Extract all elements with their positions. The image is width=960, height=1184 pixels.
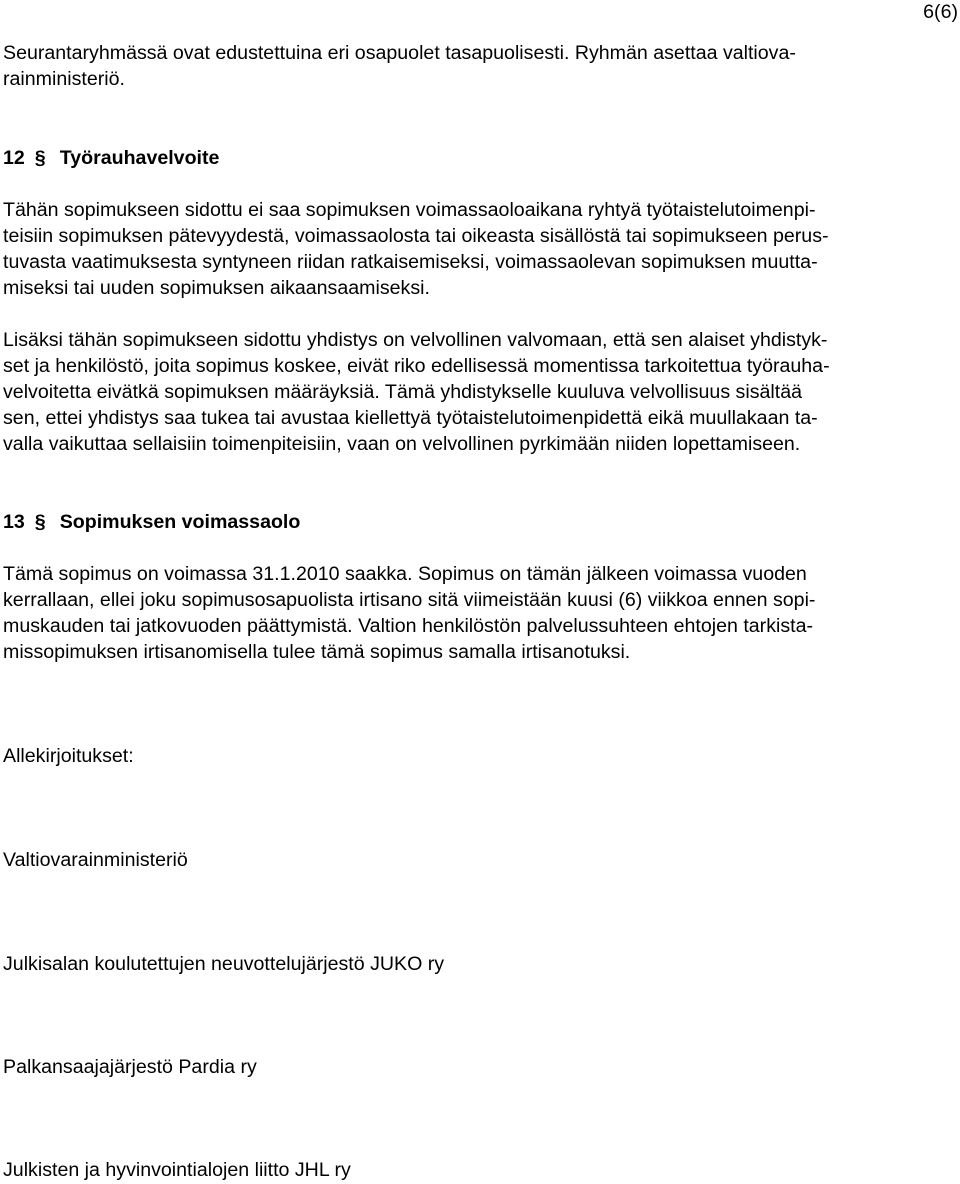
text-line: set ja henkilöstö, joita sopimus koskee, eivät riko edellisessä momentissa tarkoitettua työrauha- bbox=[3, 355, 830, 377]
text-line: muskauden tai jatkovuoden päättymistä. Valtion henkilöstön palvelussuhteen ehtojen tarkista- bbox=[3, 615, 814, 637]
section-13-heading bbox=[3, 508, 300, 536]
signatory-party: Julkisten ja hyvinvointialojen liitto JHL ry bbox=[3, 1159, 351, 1181]
text-line: sen, ettei yhdistys saa tukea tai avustaa kiellettyä työtaistelutoimenpidettä eikä muullakaan ta- bbox=[3, 407, 818, 429]
text-line: valla vaikuttaa sellaisiin toimenpiteisiin, vaan on velvollinen pyrkimään niiden lopettamiseen. bbox=[3, 433, 801, 455]
section-title: Työrauhavelvoite bbox=[59, 147, 220, 169]
section-12-heading bbox=[3, 144, 219, 172]
text-line: kerrallaan, ellei joku sopimusosapuolista irtisano sitä viimeistään kuusi (6) viikkoa ennen sopi- bbox=[3, 589, 816, 611]
section-sign: § bbox=[34, 147, 46, 169]
text-line: Lisäksi tähän sopimukseen sidottu yhdistys on velvollinen valvomaan, että sen alaiset yhdistyk- bbox=[3, 329, 828, 351]
text-line: tuvasta vaatimuksesta syntyneen riidan ratkaisemiseksi, voimassaolevan sopimuksen muutta- bbox=[3, 251, 818, 273]
section-title: Sopimuksen voimassaolo bbox=[59, 511, 301, 533]
text-line: Tähän sopimukseen sidottu ei saa sopimuksen voimassaoloaikana ryhtyä työtaistelutoimenpi- bbox=[3, 199, 816, 221]
section-sign: § bbox=[34, 511, 46, 533]
text-line: Tämä sopimus on voimassa 31.1.2010 saakka. Sopimus on tämän jälkeen voimassa vuoden bbox=[3, 563, 807, 585]
signatory-party: Julkisalan koulutettujen neuvottelujärjestö JUKO ry bbox=[3, 953, 445, 975]
text-line: velvoitetta eivätkä sopimuksen määräyksiä. Tämä yhdistykselle kuuluva velvollisuus sisältää bbox=[3, 381, 802, 403]
page-number: 6(6) bbox=[923, 1, 958, 23]
signatory-party: Valtiovarainministeriö bbox=[3, 849, 188, 871]
section-number: 13 bbox=[3, 511, 25, 533]
signatures-heading: Allekirjoitukset: bbox=[3, 745, 134, 767]
signatory-party: Palkansaajajärjestö Pardia ry bbox=[3, 1056, 257, 1078]
text-line: teisiin sopimuksen pätevyydestä, voimassaolosta tai oikeasta sisällöstä tai sopimukseen perus- bbox=[3, 225, 829, 247]
text-line: rainministeriö. bbox=[3, 68, 125, 90]
text-line: missopimuksen irtisanomisella tulee tämä sopimus samalla irtisanotuksi. bbox=[3, 641, 631, 663]
text-line: miseksi tai uuden sopimuksen aikaansaamiseksi. bbox=[3, 277, 430, 299]
text-line: Seurantaryhmässä ovat edustettuina eri osapuolet tasapuolisesti. Ryhmän asettaa valtiova- bbox=[3, 42, 796, 64]
section-number: 12 bbox=[3, 147, 25, 169]
